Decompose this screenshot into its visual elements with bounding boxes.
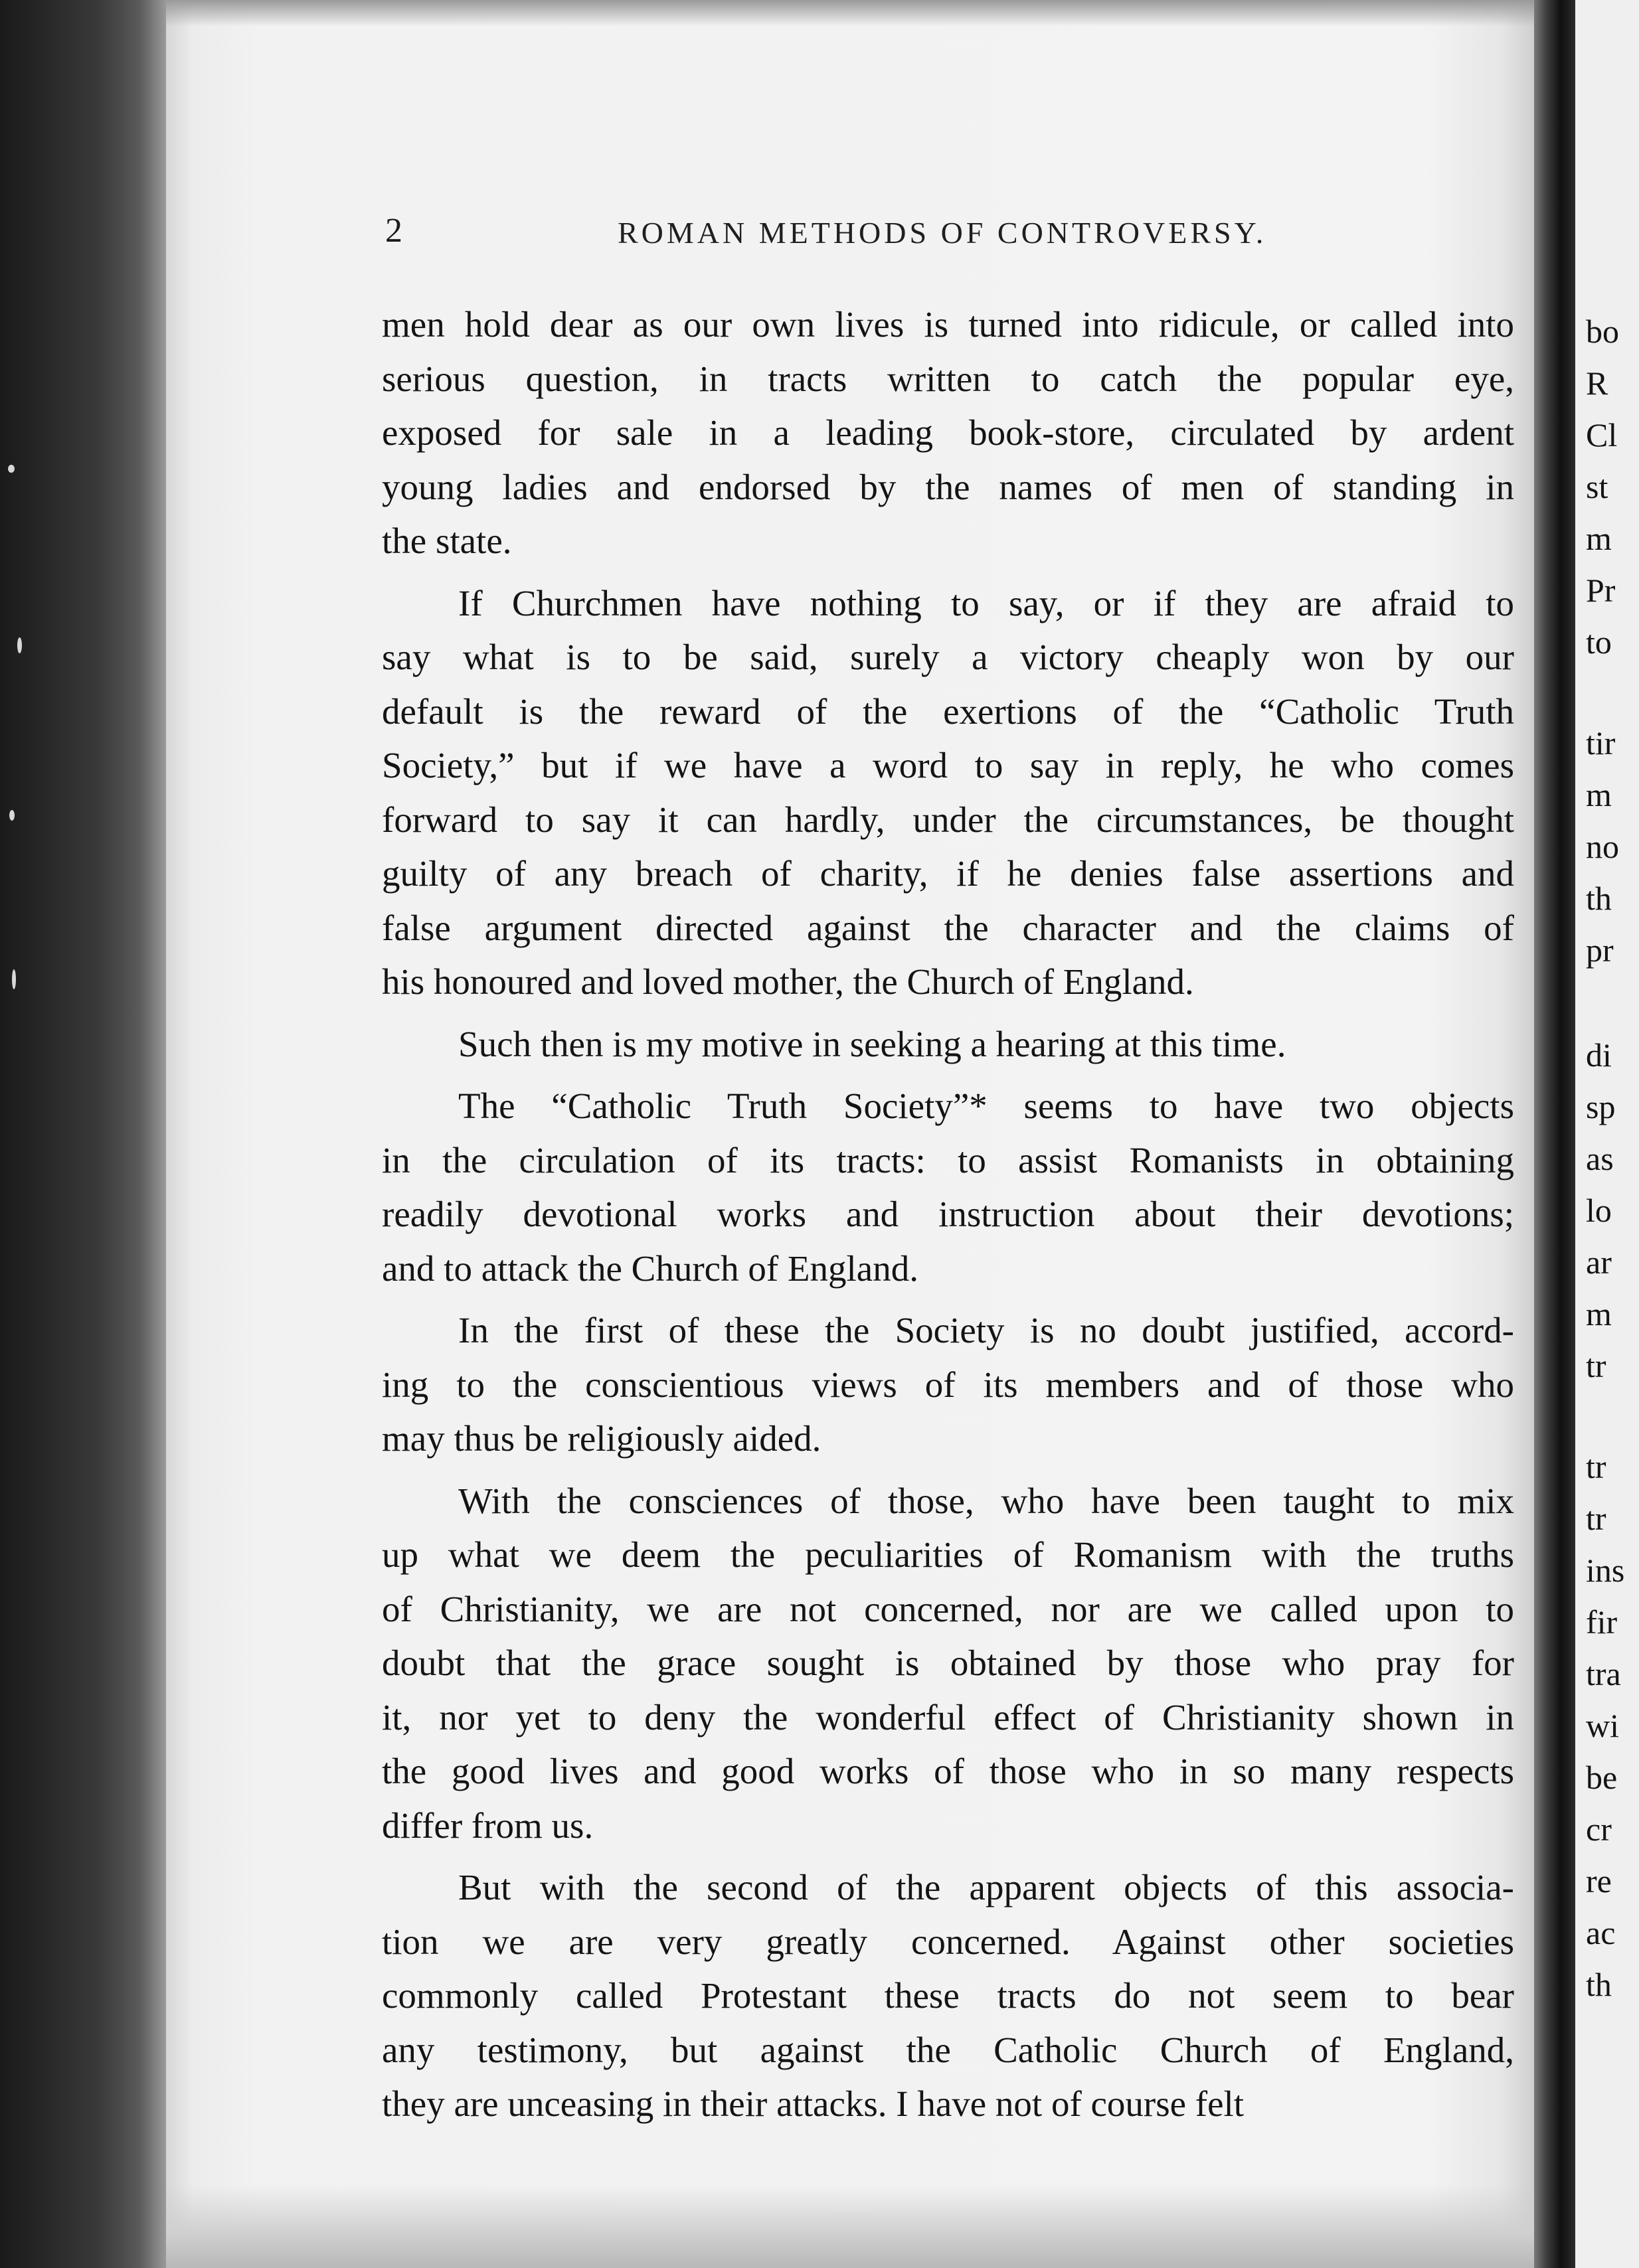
paragraph [382, 1474, 1514, 1853]
paragraph [382, 1860, 1514, 2131]
text-line: With the consciences of those, who have been taught to mix [458, 1480, 1514, 1521]
facing-page-fragment: ar [1586, 1244, 1612, 1281]
facing-page-fragment: sp [1586, 1088, 1616, 1125]
text-line: The “Catholic Truth Society”* seems to have two objects [458, 1086, 1514, 1126]
text-line: they are unceasing in their attacks. I have not of course felt [382, 2083, 1245, 2124]
text-line: In the first of these the Society is no doubt justified, accord- [458, 1310, 1514, 1350]
text-line: his honoured and loved mother, the Church of England. [382, 961, 1194, 1002]
scan-speck [8, 465, 15, 473]
text-line: the state. [382, 521, 512, 561]
facing-page-fragment: m [1586, 776, 1612, 813]
text-line: serious question, in tracts written to catch the popular eye, [382, 358, 1514, 399]
paragraph [382, 1303, 1514, 1466]
facing-page-fragment: wi [1586, 1707, 1619, 1744]
facing-page-fragment: no [1586, 828, 1619, 865]
text-line: up what we deem the peculiarities of Romanism with the truths [382, 1534, 1514, 1575]
facing-page-fragment: R [1586, 364, 1608, 402]
facing-page-fragment: to [1586, 623, 1612, 661]
text-line: may thus be religiously aided. [382, 1418, 821, 1459]
page-header [385, 211, 1448, 264]
facing-page-fragment: tir [1586, 724, 1616, 762]
facing-page-fragment: lo [1586, 1192, 1612, 1229]
text-line: But with the second of the apparent objects of this associa- [458, 1867, 1514, 1907]
text-line: tion we are very greatly concerned. Against other societies [382, 1921, 1514, 1962]
text-line: men hold dear as our own lives is turned into ridicule, or called into [382, 304, 1514, 345]
scan-speck [12, 969, 16, 989]
text-line: default is the reward of the exertions of the “Catholic Truth [382, 690, 1514, 732]
facing-page-fragment: Cl [1586, 416, 1618, 453]
scan-left-edge [0, 0, 166, 2268]
facing-page-fragment: ac [1586, 1914, 1616, 1951]
page-number: 2 [385, 212, 402, 250]
text-line: differ from us. [382, 1805, 594, 1846]
facing-page-fragment: ins [1586, 1552, 1625, 1589]
facing-page-fragment: re [1586, 1862, 1612, 1900]
facing-page-fragment: st [1586, 468, 1608, 505]
text-line: readily devotional works and instruction about their devotions; [382, 1194, 1514, 1234]
book-gutter [1534, 0, 1575, 2268]
facing-page-fragment: cr [1586, 1811, 1612, 1848]
facing-page-fragment: di [1586, 1036, 1612, 1074]
text-line: and to attack the Church of England. [382, 1248, 918, 1289]
facing-page-fragment: fir [1586, 1603, 1618, 1641]
text-line: If Churchmen have nothing to say, or if they are afraid to [458, 582, 1514, 623]
text-line: any testimony, but against the Catholic Church of England, [382, 2029, 1514, 2070]
text-line: Society,” but if we have a word to say in reply, he who comes [382, 745, 1514, 785]
running-head: ROMAN METHODS OF CONTROVERSY. [618, 216, 1267, 250]
text-line: false argument directed against the character and the claims of [382, 907, 1514, 948]
facing-page-fragment: tr [1586, 1448, 1606, 1485]
page-bottom-edge [166, 2184, 1534, 2268]
facing-page-fragment: tr [1586, 1500, 1606, 1537]
facing-page-fragment: tra [1586, 1655, 1621, 1692]
facing-page-fragment: as [1586, 1140, 1614, 1177]
facing-page-fragment: be [1586, 1759, 1618, 1796]
text-line: exposed for sale in a leading book-store, circulated by ardent [382, 412, 1514, 453]
facing-page-fragment: pr [1586, 932, 1614, 969]
text-line: ing to the conscientious views of its members and of those who [382, 1364, 1514, 1405]
scan-speck [9, 810, 15, 821]
text-line: Such then is my motive in seeking a hearing at this time. [458, 1023, 1286, 1064]
text-line: doubt that the grace sought is obtained by those who pray for [382, 1643, 1514, 1683]
facing-page-fragment: m [1586, 520, 1612, 557]
paragraph [382, 297, 1514, 568]
text-line: commonly called Protestant these tracts do not seem to bear [382, 1975, 1514, 2016]
paragraph [382, 1079, 1514, 1295]
page-top-shadow [166, 0, 1534, 27]
text-line: guilty of any breach of charity, if he denies false assertions and [382, 853, 1514, 894]
facing-page-fragment: tr [1586, 1347, 1606, 1384]
body-text [382, 297, 1514, 2139]
facing-page-fragment: m [1586, 1295, 1612, 1333]
text-line: young ladies and endorsed by the names of men of standing in [382, 466, 1514, 507]
facing-page-fragment: th [1586, 880, 1612, 917]
text-line: say what is to be said, surely a victory cheaply won by our [382, 637, 1514, 677]
facing-page-fragment: th [1586, 1966, 1612, 2003]
text-line: it, nor yet to deny the wonderful effect of Christianity shown in [382, 1696, 1514, 1738]
text-line: forward to say it can hardly, under the circumstances, be thought [382, 799, 1514, 840]
facing-page-fragment: Pr [1586, 572, 1616, 609]
text-line: the good lives and good works of those who in so many respects [382, 1751, 1514, 1791]
scan-speck [17, 637, 22, 653]
paragraph [382, 1017, 1514, 1072]
paragraph [382, 576, 1514, 1009]
facing-page-fragment: bo [1586, 313, 1619, 350]
text-line: in the circulation of its tracts: to assist Romanists in obtaining [382, 1139, 1514, 1180]
text-line: of Christianity, we are not concerned, nor are we called upon to [382, 1588, 1514, 1629]
